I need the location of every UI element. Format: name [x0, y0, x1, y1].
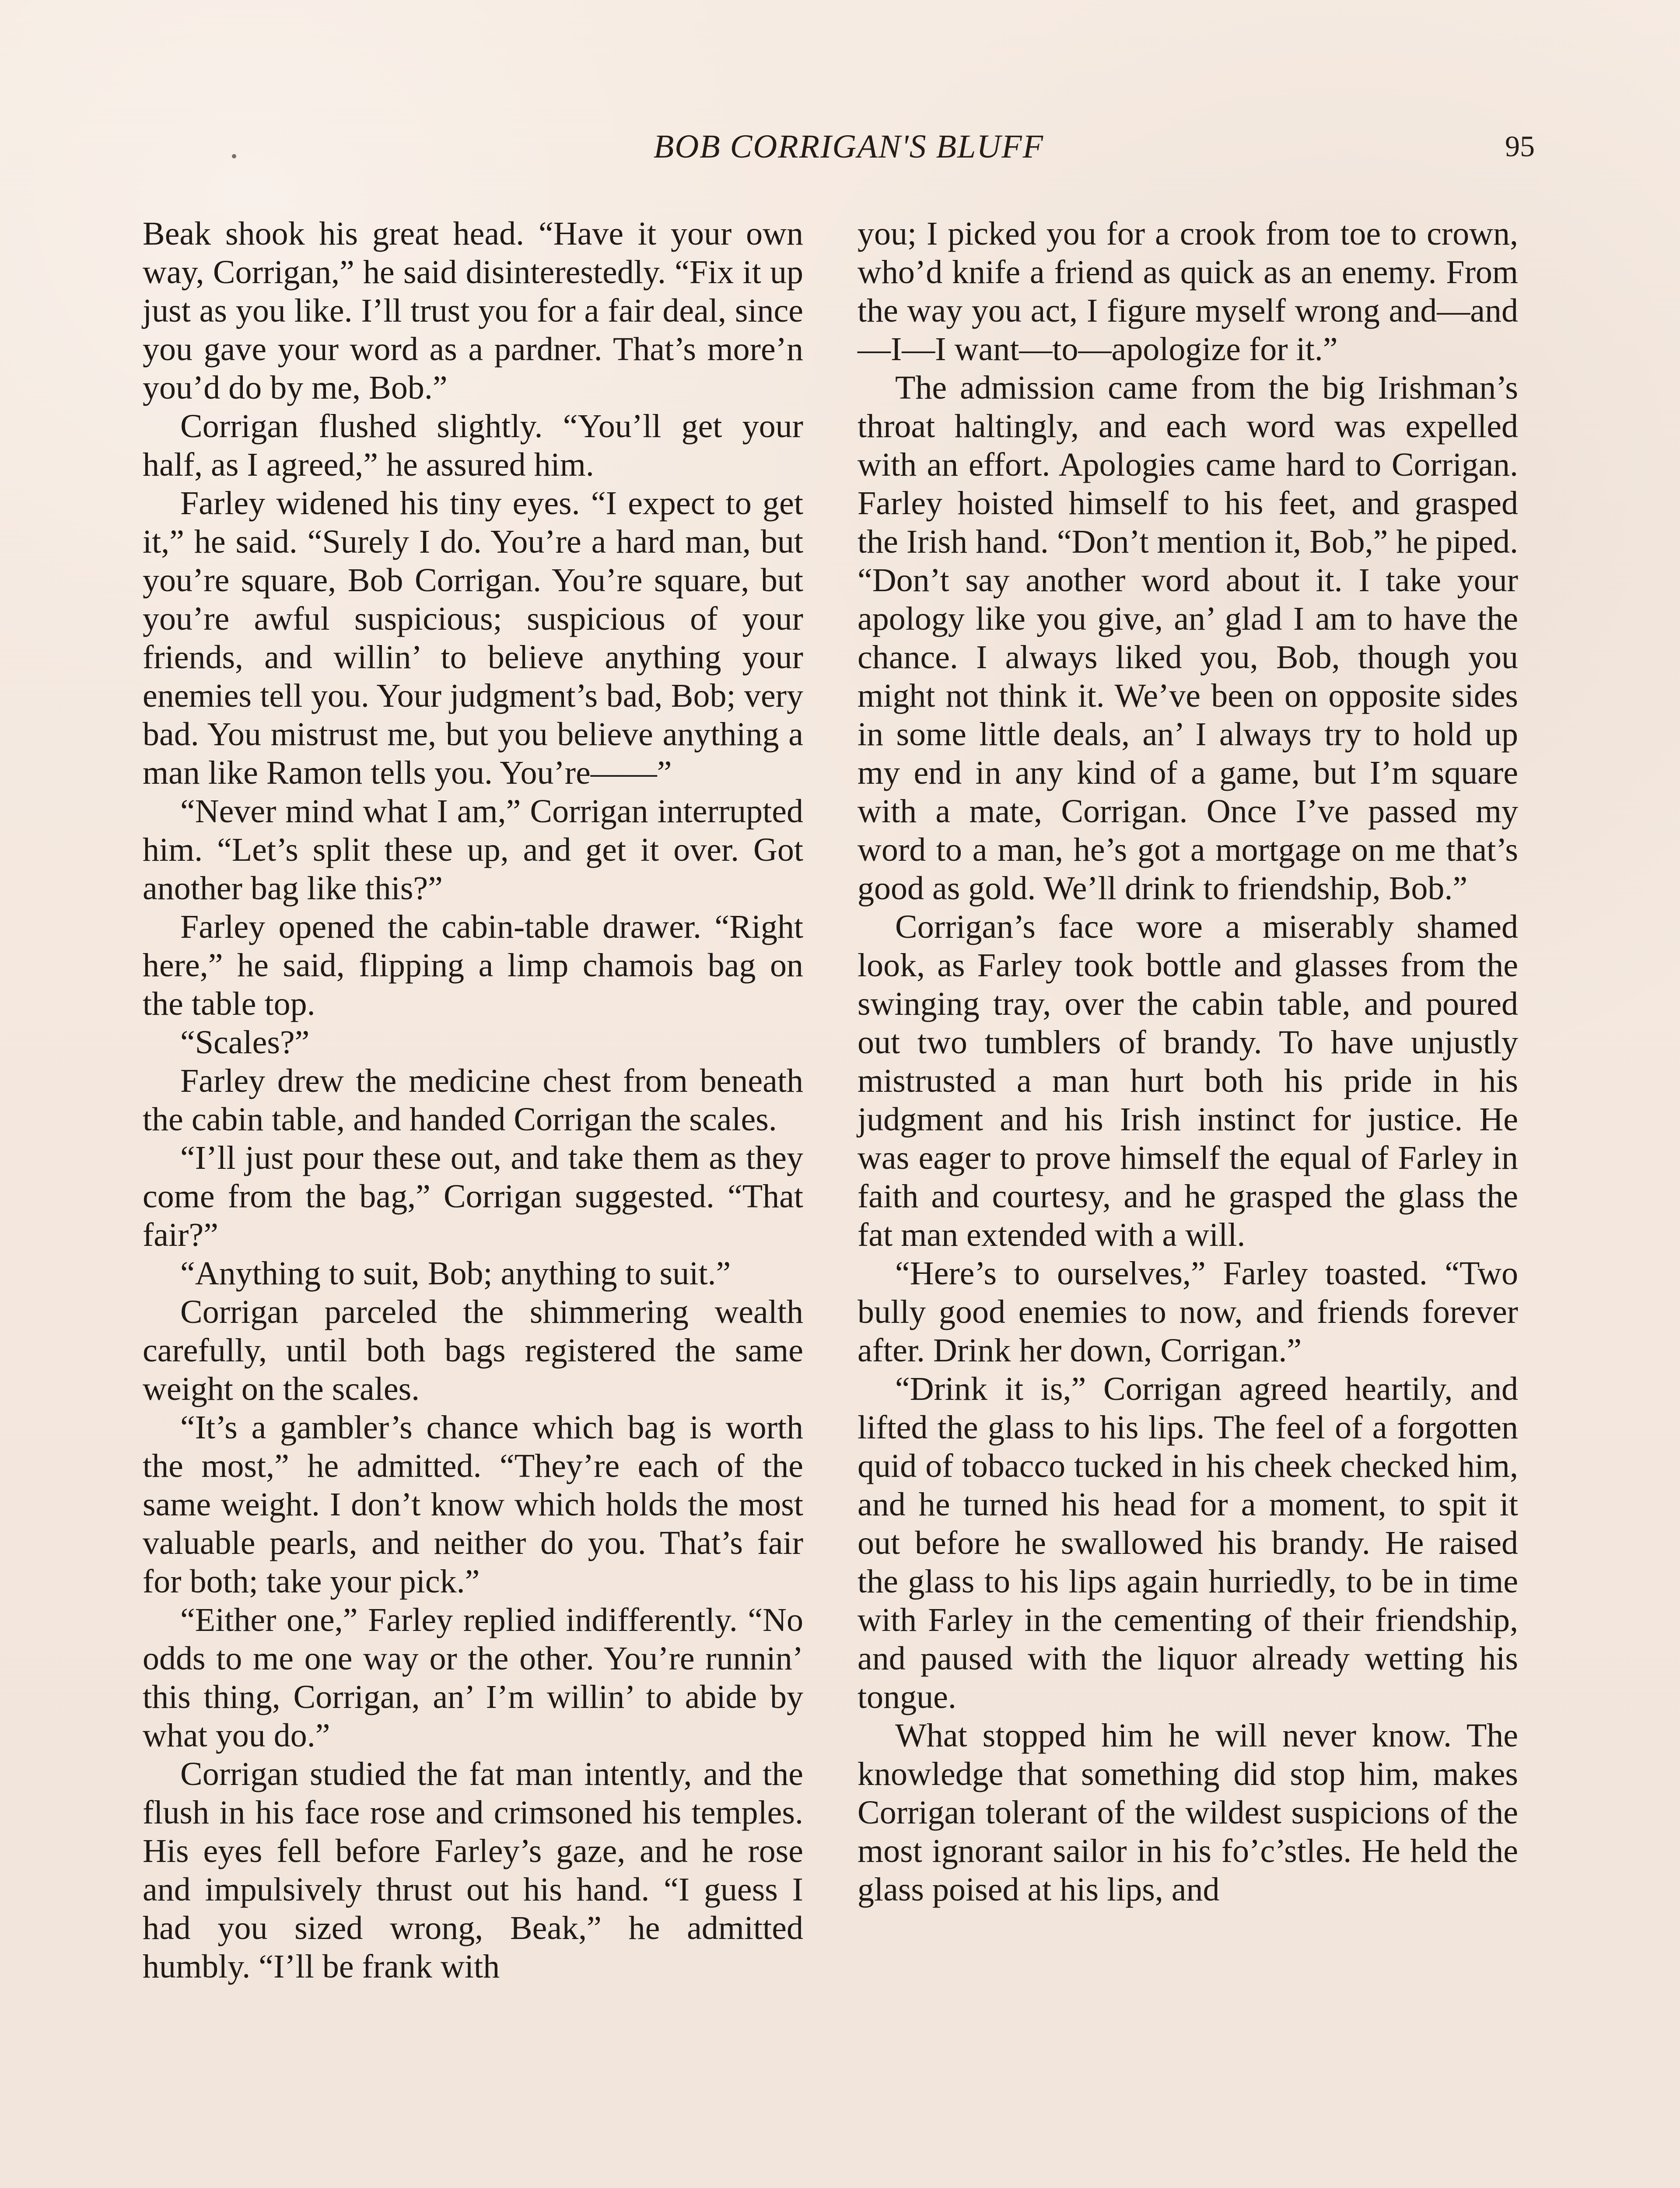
paragraph: “Never mind what I am,” Corrigan interrupted him. “Let’s split these up, and get it over. Got another bag like this?” — [143, 793, 803, 907]
paragraph: Corrigan parceled the shimmering wealth carefully, until both bags registered the same weight on the scales. — [143, 1294, 803, 1407]
paragraph: Farley opened the cabin-table drawer. “Right here,” he said, flipping a limp chamois bag on the table top. — [143, 908, 803, 1022]
paragraph: Corrigan studied the fat man intently, and the flush in his face rose and crimsoned his temples. His eyes fell before Farley’s gaze, and he rose and impulsively thrust out his hand. “I guess I had you sized wrong, Beak,” he admitted humbly. “I’ll be frank with — [143, 1756, 803, 1985]
paragraph: Corrigan flushed slightly. “You’ll get your half, as I agreed,” he assured him. — [143, 408, 803, 483]
running-title: BOB CORRIGAN'S BLUFF — [653, 128, 1044, 165]
paragraph: “I’ll just pour these out, and take them as they come from the bag,” Corrigan suggested. “That fair?” — [143, 1140, 803, 1253]
paragraph: What stopped him he will never know. The knowledge that something did stop him, makes Corrigan tolerant of the wildest suspicions of the most ignorant sailor in his fo’c’stles. He held the glass poised at his lips, and — [858, 1717, 1518, 1908]
paragraph: “Here’s to ourselves,” Farley toasted. “Two bully good enemies to now, and friends forever after. Drink her down, Corrigan.” — [858, 1255, 1518, 1369]
right-text-column — [858, 214, 1518, 1909]
paragraph: The admission came from the big Irishman’s throat haltingly, and each word was expelled with an effort. Apologies came hard to Corrigan. Farley hoisted himself to his feet, and grasped the Irish hand. “Don’t mention it, Bob,” he piped. “Don’t say another word about it. I take your apology like you give, an’ glad I am to have the chance. I always liked you, Bob, though you might not think it. We’ve been on opposite sides in some little deals, an’ I always try to hold up my end in any kind of a game, but I’m square with a mate, Corrigan. Once I’ve passed my word to a man, he’s got a mortgage on me that’s good as gold. We’ll drink to friendship, Bob.” — [858, 369, 1518, 907]
paragraph: “Scales?” — [180, 1024, 310, 1061]
left-text-column — [143, 214, 803, 1986]
page-number: 95 — [1505, 130, 1535, 163]
paragraph: Corrigan’s face wore a miserably shamed look, as Farley took bottle and glasses from the swinging tray, over the cabin table, and poured out two tumblers of brandy. To have unjustly mistrusted a man hurt both his pride in his judgment and his Irish instinct for justice. He was eager to prove himself the equal of Farley in faith and courtesy, and he grasped the glass the fat man extended with a will. — [858, 908, 1518, 1253]
paragraph: Farley drew the medicine chest from beneath the cabin table, and handed Corrigan the scales. — [143, 1062, 803, 1138]
paragraph: “Drink it is,” Corrigan agreed heartily, and lifted the glass to his lips. The feel of a forgotten quid of tobacco tucked in his cheek checked him, and he turned his head for a moment, to spit it out before he swallowed his brandy. He raised the glass to his lips again hurriedly, to be in time with Farley in the cementing of their friendship, and paused with the liquor already wetting his tongue. — [858, 1371, 1518, 1715]
paragraph: “It’s a gambler’s chance which bag is worth the most,” he admitted. “They’re each of the same weight. I don’t know which holds the most valuable pearls, and neither do you. That’s fair for both; take your pick.” — [143, 1409, 803, 1600]
paragraph: “Anything to suit, Bob; anything to suit.” — [180, 1255, 731, 1292]
margin-dot — [232, 154, 236, 158]
page-header — [0, 127, 1680, 179]
paragraph: Farley widened his tiny eyes. “I expect to get it,” he said. “Surely I do. You’re a hard man, but you’re square, Bob Corrigan. You’re square, but you’re awful suspicious; suspicious of your friends, and willin’ to believe anything your enemies tell you. Your judgment’s bad, Bob; very bad. You mistrust me, but you believe anything a man like Ramon tells you. You’re——” — [143, 485, 803, 791]
paragraph: Beak shook his great head. “Have it your own way, Corrigan,” he said disinterestedly. “Fix it up just as you like. I’ll trust you for a fair deal, since you gave your word as a pardner. That’s more’n you’d do by me, Bob.” — [143, 215, 803, 406]
paragraph: you; I picked you for a crook from toe to crown, who’d knife a friend as quick as an enemy. From the way you act, I figure myself wrong and—and—I—I want—to—apologize for it.” — [858, 215, 1518, 368]
paragraph: “Either one,” Farley replied indifferently. “No odds to me one way or the other. You’re runnin’ this thing, Corrigan, an’ I’m willin’ to abide by what you do.” — [143, 1602, 803, 1754]
